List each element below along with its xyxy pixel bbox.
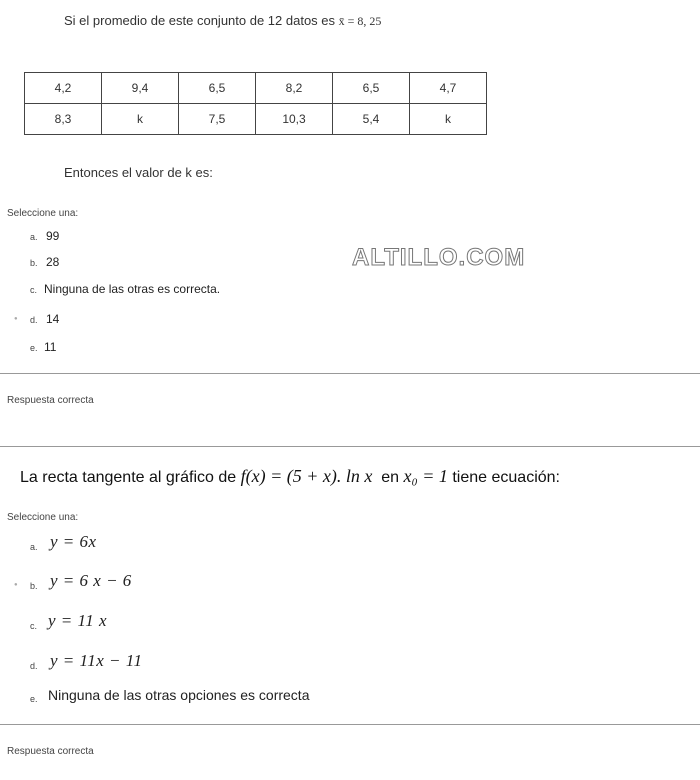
option-letter: b. xyxy=(30,581,38,591)
option-letter: b. xyxy=(30,258,38,268)
table-cell: 8,2 xyxy=(256,73,333,104)
option-equation: y = 6x xyxy=(50,532,97,551)
table-cell: 6,5 xyxy=(333,73,410,104)
option-letter: d. xyxy=(30,315,38,325)
table-cell: 9,4 xyxy=(102,73,179,104)
option-equation: y = 11 x xyxy=(48,611,108,630)
table-cell: 4,2 xyxy=(25,73,102,104)
question-1-subtitle: Entonces el valor de k es: xyxy=(64,165,213,180)
option-text: Ninguna de las otras es correcta. xyxy=(44,282,221,296)
question-1-stem xyxy=(64,13,381,29)
table-cell: 5,4 xyxy=(333,104,410,135)
table-cell: 10,3 xyxy=(256,104,333,135)
table-cell: 7,5 xyxy=(179,104,256,135)
divider xyxy=(0,373,700,374)
option-letter: a. xyxy=(30,232,38,242)
table-cell: 8,3 xyxy=(25,104,102,135)
table-cell: 6,5 xyxy=(179,73,256,104)
q1-option-c[interactable] xyxy=(30,282,220,296)
option-letter: c. xyxy=(30,621,38,631)
option-equation: y = 11x − 11 xyxy=(50,651,143,670)
question-2-point: x₀ = 1 xyxy=(403,466,448,486)
table-row xyxy=(25,104,487,135)
question-2-stem xyxy=(20,466,560,487)
question-2-stem-prefix: La recta tangente al gráfico de xyxy=(20,469,237,486)
q2-option-d[interactable] xyxy=(30,651,143,671)
option-text: 99 xyxy=(46,229,60,243)
option-letter: d. xyxy=(30,661,38,671)
option-letter: e. xyxy=(30,694,38,704)
data-table xyxy=(24,72,487,135)
watermark-logo: ALTILLO.COM xyxy=(352,244,526,271)
table-cell: k xyxy=(410,104,487,135)
divider xyxy=(0,446,700,447)
question-2-stem-mid: en xyxy=(381,469,400,486)
option-letter: a. xyxy=(30,542,38,552)
question-1-mean-formula: x̄ = 8, 25 xyxy=(338,14,382,28)
table-cell: 4,7 xyxy=(410,73,487,104)
question-2-stem-suffix: tiene ecuación: xyxy=(452,469,560,486)
option-letter: c. xyxy=(30,285,38,295)
q1-option-e[interactable] xyxy=(30,340,56,354)
q2-option-b[interactable] xyxy=(30,571,132,591)
question-1-feedback: Respuesta correcta xyxy=(7,395,94,406)
q1-option-d[interactable] xyxy=(30,312,59,326)
divider xyxy=(0,724,700,725)
question-2-feedback: Respuesta correcta xyxy=(7,746,94,757)
q2-option-a[interactable] xyxy=(30,532,97,552)
option-text: 28 xyxy=(46,255,60,269)
selected-marker-icon: ● xyxy=(14,316,18,322)
question-1-select-label: Seleccione una: xyxy=(7,208,79,219)
option-letter: e. xyxy=(30,343,38,353)
option-text: Ninguna de las otras opciones es correcta xyxy=(48,687,310,703)
table-row xyxy=(25,73,487,104)
question-2-select-label: Seleccione una: xyxy=(7,512,79,523)
option-text: 14 xyxy=(46,312,60,326)
q2-option-e[interactable] xyxy=(30,686,309,704)
q1-option-a[interactable] xyxy=(30,229,59,243)
question-2-function: f(x) = (5 + x). ln x xyxy=(240,466,373,486)
option-equation: y = 6 x − 6 xyxy=(50,571,132,590)
selected-marker-icon: ● xyxy=(14,582,18,588)
question-1-stem-text: Si el promedio de este conjunto de 12 datos es xyxy=(64,13,336,28)
q2-option-c[interactable] xyxy=(30,611,107,631)
q1-option-b[interactable] xyxy=(30,255,59,269)
option-text: 11 xyxy=(44,340,57,354)
table-cell: k xyxy=(102,104,179,135)
